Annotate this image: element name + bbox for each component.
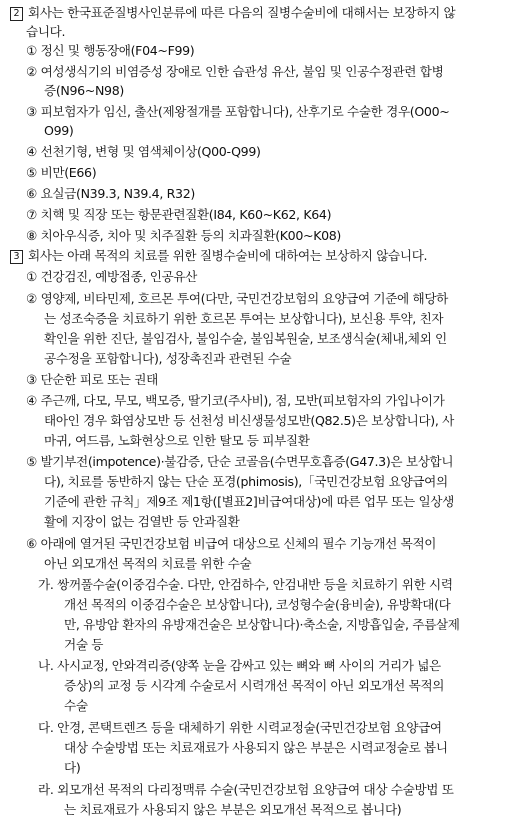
section-2-item-2-line-2: 증(N96~N98) bbox=[44, 83, 124, 98]
section-3-item-2-line-1: ② 영양제, 비타민제, 호르몬 투여(다만, 국민건강보험의 요양급여 기준에 해당하 bbox=[26, 291, 448, 306]
sub-item-ga-line-1: 가. 쌍꺼풀수술(이중검수술. 다만, 안검하수, 안검내반 등을 치료하기 위한 시력 bbox=[38, 577, 453, 592]
sub-item-ga-line-4: 거술 등 bbox=[64, 637, 104, 652]
section-2-intro-line-2: 습니다. bbox=[26, 24, 66, 39]
sub-item-na-line-3: 수술 bbox=[64, 698, 88, 713]
section-2-item-2-line-1: ② 여성생식기의 비염증성 장애로 인한 습관성 유산, 불임 및 인공수정관련 합병 bbox=[26, 64, 444, 79]
section-3-item-5-line-4: 활에 지장이 없는 검열반 등 안과질환 bbox=[44, 514, 240, 529]
section-3-item-4-line-2: 태아인 경우 화염상모반 등 선천성 비신생물성모반(Q82.5)은 보상합니다), 사 bbox=[44, 413, 454, 428]
sub-item-ra-line-2: 는 치료재료가 사용되지 않은 부분은 외모개선 목적으로 봅니다) bbox=[64, 802, 402, 817]
sub-item-ga-line-3: 만, 유방암 환자의 유방재건술은 보상합니다)·축소술, 지방흡입술, 주름살제 bbox=[64, 617, 460, 632]
sub-item-da-line-3: 다) bbox=[64, 760, 81, 775]
section-2-number-box: 2 bbox=[10, 7, 23, 21]
section-3-number-box: 3 bbox=[10, 250, 23, 264]
section-3-item-2-line-4: 공수정을 포함합니다), 성장촉진과 관련된 수술 bbox=[44, 351, 292, 366]
sub-item-ra-line-1: 라. 외모개선 목적의 다리정맥류 수술(국민건강보험 요양급여 대상 수술방법 또 bbox=[38, 782, 454, 797]
section-3-item-4-line-1: ④ 주근깨, 다모, 무모, 백모증, 딸기코(주사비), 점, 모반(피보험자의 가입나이가 bbox=[26, 393, 445, 408]
section-2-item-3-line-1: ③ 피보험자가 임신, 출산(제왕절개를 포함합니다), 산후기로 수술한 경우(O00~ bbox=[26, 104, 450, 119]
section-3-item-6-line-2: 아닌 외모개선 목적의 치료를 위한 수술 bbox=[44, 556, 252, 571]
sub-item-na-line-1: 나. 사시교정, 안와격리증(양쪽 눈을 감싸고 있는 뼈와 뼈 사이의 거리가 넓은 bbox=[38, 658, 441, 673]
section-3-item-1: ① 건강검진, 예방접종, 인공유산 bbox=[26, 269, 197, 284]
section-2-item-3-line-2: O99) bbox=[44, 123, 74, 138]
section-2-item-7: ⑦ 치핵 및 직장 또는 항문관련질환(I84, K60~K62, K64) bbox=[26, 207, 332, 222]
sub-item-da-line-1: 다. 안경, 콘택트렌즈 등을 대체하기 위한 시력교정술(국민건강보험 요양급여 bbox=[38, 720, 442, 735]
section-2-item-6: ⑥ 요실금(N39.3, N39.4, R32) bbox=[26, 186, 195, 201]
section-2-item-4: ④ 선천기형, 변형 및 염색체이상(Q00-Q99) bbox=[26, 144, 261, 159]
section-3-intro: 3 회사는 아래 목적의 치료를 위한 질병수술비에 대하여는 보상하지 않습니다. bbox=[10, 246, 427, 265]
section-3-item-2-line-3: 확인을 위한 진단, 불임검사, 불임수술, 불임복원술, 보조생식술(체내,체외 인 bbox=[44, 331, 447, 346]
section-3-item-2-line-2: 는 성조숙증을 치료하기 위한 호르몬 투여는 보상합니다), 보신용 투약, 친자 bbox=[44, 311, 444, 326]
sub-item-da-line-2: 대상 수술방법 또는 치료재료가 사용되지 않은 부분은 시력교정술로 봅니 bbox=[64, 740, 448, 755]
section-2-item-1: ① 정신 및 행동장애(F04~F99) bbox=[26, 43, 195, 58]
sub-item-ga-line-2: 개선 목적의 이중검수술은 보상합니다), 코성형수술(융비술), 유방확대(다 bbox=[64, 597, 451, 612]
section-2-intro-line-1: 2 회사는 한국표준질병사인분류에 따른 다음의 질병수술비에 대해서는 보장하지 않 bbox=[10, 3, 455, 22]
section-3-item-5-line-2: 다), 치료를 동반하지 않는 단순 포경(phimosis),「국민건강보험 요양급여의 bbox=[44, 474, 448, 489]
section-3-item-6-line-1: ⑥ 아래에 열거된 국민건강보험 비급여 대상으로 신체의 필수 기능개선 목적이 bbox=[26, 536, 437, 551]
section-2-item-5: ⑤ 비만(E66) bbox=[26, 165, 97, 180]
section-2-item-8: ⑧ 치아우식증, 치아 및 치주질환 등의 치과질환(K00~K08) bbox=[26, 228, 341, 243]
section-3-item-5-line-3: 기준에 관한 규칙」제9조 제1항([별표2]비급여대상)에 따른 업무 또는 일상생 bbox=[44, 494, 454, 509]
section-3-item-5-line-1: ⑤ 발기부전(impotence)·불감증, 단순 코골음(수면무호흡증(G47.3)은 보상합니 bbox=[26, 454, 454, 469]
section-3-item-4-line-3: 마귀, 여드름, 노화현상으로 인한 탈모 등 피부질환 bbox=[44, 433, 310, 448]
sub-item-na-line-2: 증상)의 교정 등 시각계 수술로서 시력개선 목적이 아닌 외모개선 목적의 bbox=[64, 678, 445, 693]
section-3-item-3: ③ 단순한 피로 또는 권태 bbox=[26, 372, 158, 387]
